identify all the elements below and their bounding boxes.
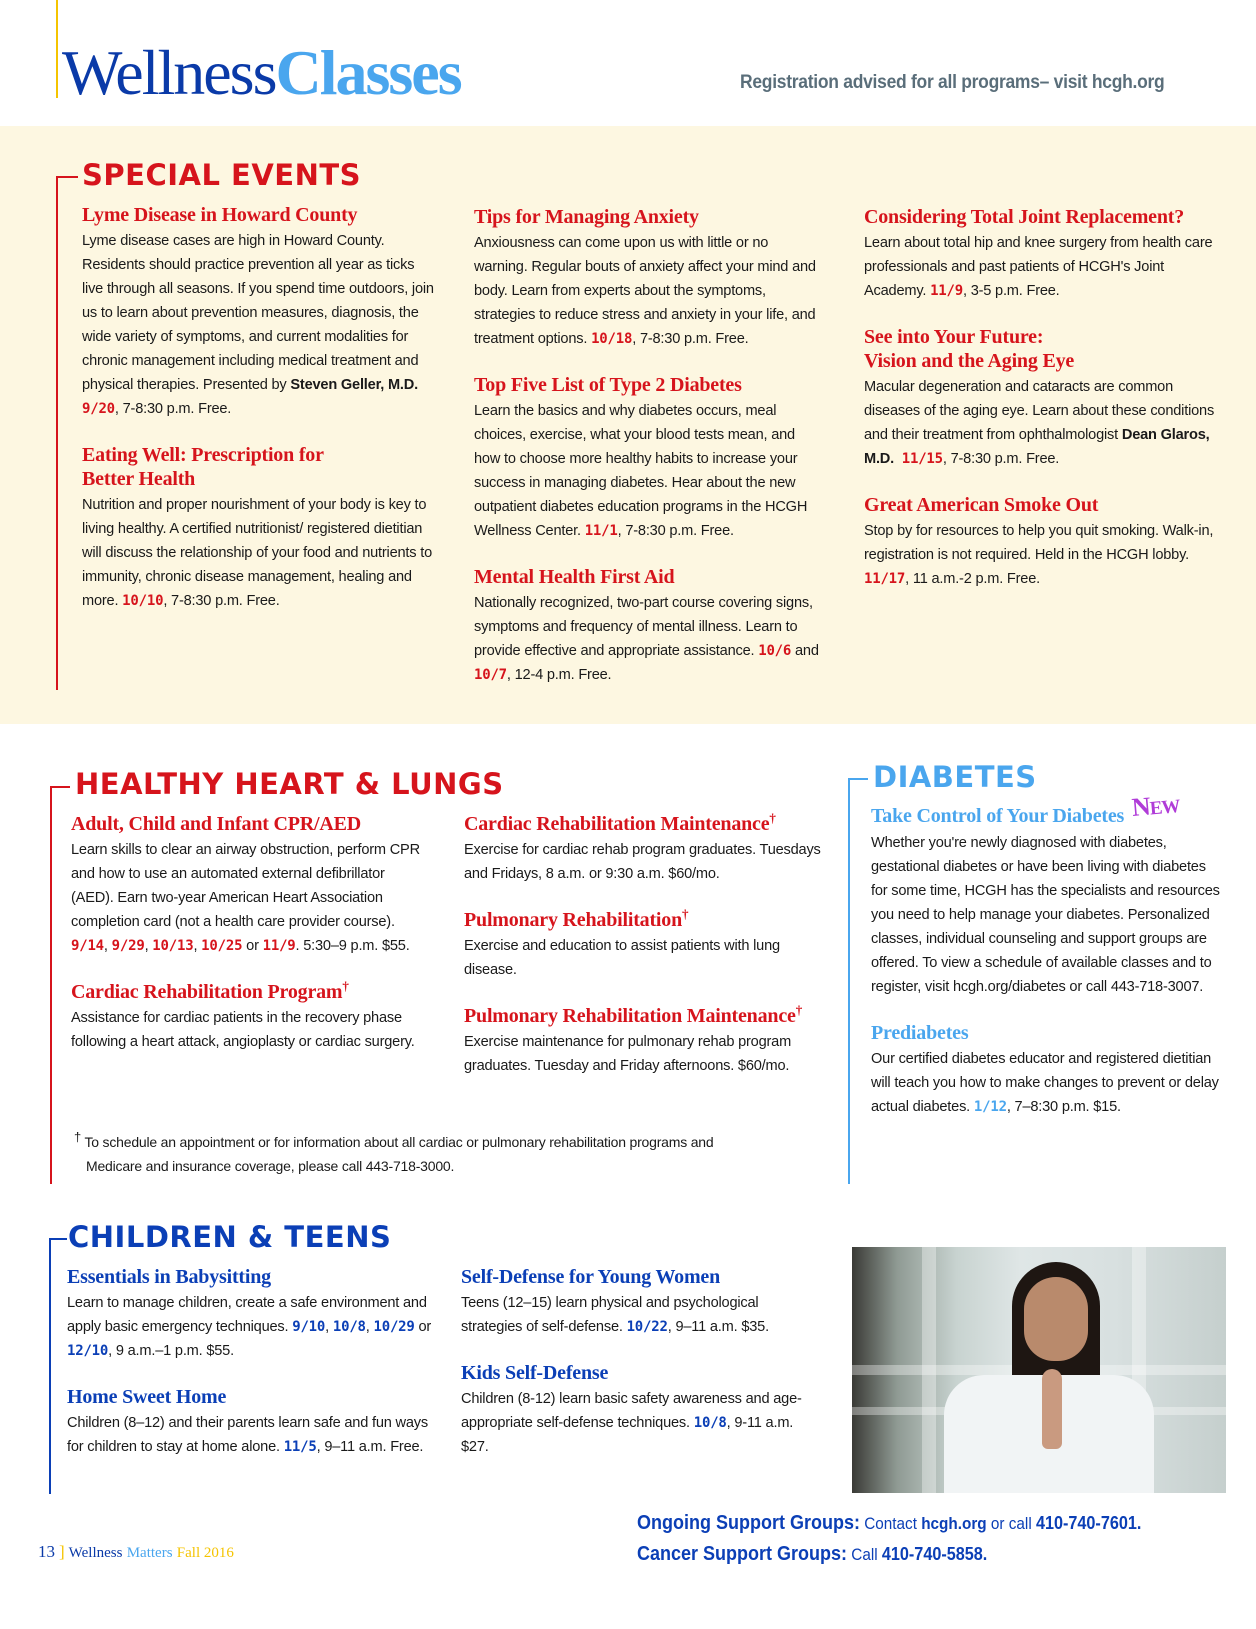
class-date: 9/14: [71, 938, 104, 954]
class-body: Assistance for cardiac patients in the recovery phase following a heart attack, angioplasty or cardiac surgery.: [71, 1010, 415, 1050]
class-title[interactable]: Essentials in Babysitting: [67, 1266, 271, 1288]
class-date: 11/5: [283, 1439, 317, 1455]
event-joint-replacement: [864, 205, 1226, 303]
class-date: 10/13: [152, 938, 194, 954]
class-body: Our certified diabetes educator and registered dietitian will teach you how to make changes to prevent or delay actual diabetes. 1/12, 7–8:30 p.m. $15.: [871, 1051, 1219, 1115]
event-title[interactable]: Tips for Managing Anxiety: [474, 206, 699, 228]
heart-lungs-heading: HEALTHY HEART & LUNGS: [75, 767, 504, 801]
class-body: Learn skills to clear an airway obstruction, perform CPR and how to use an automated external defibrillator (AED). Earn two-year American Heart Association completion card (not a health care provider course). 9/14, 9/29, 10/13, 10/25 or 11/9. 5:30–9 p.m. $55.: [71, 842, 420, 954]
event-body: Learn the basics and why diabetes occurs, meal choices, exercise, what your blood tests mean, and how to choose more healthy habits to increase your success in managing diabetes. Hear about the new outpatient diabetes education programs in the HCGH Wellness Center. 11/1, 7-8:30 p.m. Free.: [474, 403, 808, 539]
children-teens-heading: CHILDREN & TEENS: [68, 1220, 392, 1254]
class-body: Learn to manage children, create a safe environment and apply basic emergency techniques. 9/10, 10/8, 10/29 or 12/10, 9 a.m.–1 p.m. $55.: [67, 1295, 432, 1359]
ongoing-phone[interactable]: 410-740-7601.: [1035, 1513, 1142, 1533]
class-cardiac-rehab-maintenance: [464, 812, 824, 886]
class-title[interactable]: Prediabetes: [871, 1022, 969, 1044]
class-title[interactable]: Home Sweet Home: [67, 1386, 227, 1408]
event-title[interactable]: See into Your Future: Vision and the Aging Eye: [864, 326, 1075, 372]
class-date: 9/10: [292, 1319, 326, 1335]
event-title[interactable]: Top Five List of Type 2 Diabetes: [474, 374, 742, 396]
class-date: 12/10: [67, 1343, 109, 1359]
hcgh-link[interactable]: hcgh.org: [921, 1514, 987, 1533]
class-date: 10/22: [626, 1319, 668, 1335]
event-mental-health-first-aid: [474, 565, 822, 687]
heart-lungs-col-2: [464, 812, 824, 1100]
cancer-phone[interactable]: 410-740-5858.: [881, 1544, 988, 1564]
class-date: 9/29: [111, 938, 145, 954]
children-teens-col-1: [67, 1265, 432, 1481]
new-badge: NEW: [1130, 791, 1181, 823]
class-pulmonary-rehab: [464, 908, 824, 982]
dagger-mark: †: [795, 1002, 802, 1018]
event-smoke-out: [864, 493, 1226, 591]
event-body: Anxiousness can come upon us with little or no warning. Regular bouts of anxiety affect your mind and body. Learn from experts about the symptoms, strategies to reduce stress and anxiety in your life, and treatment options. 10/18, 7-8:30 p.m. Free.: [474, 235, 816, 347]
event-body: Stop by for resources to help you quit smoking. Walk-in, registration is not required. Held in the HCGH lobby. 11/17, 11 a.m.-2 p.m. Free.: [864, 523, 1214, 587]
header-accent-rule: [56, 0, 58, 98]
event-type-2-diabetes: [474, 373, 822, 543]
class-title[interactable]: Adult, Child and Infant CPR/AED: [71, 813, 361, 835]
children-teens-col-2: [461, 1265, 806, 1481]
karate-girl-photo: [852, 1247, 1226, 1493]
event-date: 10/7: [474, 667, 507, 683]
event-title[interactable]: Great American Smoke Out: [864, 494, 1099, 516]
event-body: Lyme disease cases are high in Howard County. Residents should practice prevention all year as ticks live through all seasons. If you spend time outdoors, join us to learn about prevention measures, diagnosis, the wide variety of symptoms, and current modalities for chronic management including medical treatment and physical therapies. Presented by Steven Geller, M.D. 9/20, 7-8:30 p.m. Free.: [82, 233, 434, 417]
event-date: 9/20: [82, 401, 115, 417]
class-date: 10/29: [373, 1319, 415, 1335]
event-date: 10/10: [122, 593, 164, 609]
class-body: Exercise maintenance for pulmonary rehab program graduates. Tuesday and Friday afternoons. $60/mo.: [464, 1034, 792, 1074]
event-title[interactable]: Considering Total Joint Replacement?: [864, 206, 1185, 228]
page-number: 13: [38, 1542, 55, 1561]
class-title[interactable]: Pulmonary Rehabilitation Maintenance†: [464, 1002, 802, 1027]
dagger-mark: †: [682, 906, 689, 922]
class-date: 10/25: [201, 938, 243, 954]
class-cardiac-rehab-program: [71, 980, 431, 1054]
special-events-heading: SPECIAL EVENTS: [82, 158, 362, 192]
special-events-col-2: [474, 205, 822, 709]
class-home-sweet-home: [67, 1385, 432, 1459]
event-lyme-disease: [82, 203, 434, 421]
event-aging-eye: [864, 325, 1226, 471]
title-classes: Classes: [275, 37, 461, 108]
class-body: Teens (12–15) learn physical and psychological strategies of self-defense. 10/22, 9–11 a.m. $35.: [461, 1295, 769, 1335]
presenter-name: Dean Glaros, M.D.: [864, 427, 1210, 467]
class-self-defense-young-women: [461, 1265, 806, 1339]
event-body: Macular degeneration and cataracts are common diseases of the aging eye. Learn about these conditions and their treatment from ophthalmologist Dean Glaros, M.D. 11/15, 7-8:30 p.m. Free.: [864, 379, 1215, 467]
class-title[interactable]: Pulmonary Rehabilitation†: [464, 906, 689, 931]
event-title[interactable]: Lyme Disease in Howard County: [82, 204, 358, 226]
class-title[interactable]: Take Control of Your Diabetes NEW: [871, 791, 1181, 827]
class-title[interactable]: Cardiac Rehabilitation Maintenance†: [464, 810, 776, 835]
event-body: Nutrition and proper nourishment of your body is key to living healthy. A certified nutritionist/ registered dietitian will discuss the relationship of your food and nutrients to immunity, chronic disease management, healing and more. 10/10, 7-8:30 p.m. Free.: [82, 497, 433, 609]
event-date: 11/17: [864, 571, 906, 587]
title-wellness: Wellness: [62, 37, 276, 108]
class-title[interactable]: Cardiac Rehabilitation Program†: [71, 978, 349, 1003]
class-body: Whether you're newly diagnosed with diabetes, gestational diabetes or have been living with diabetes for some time, HCGH has the specialists and resources you need to help manage your diabetes. Personalized classes, individual counseling and support groups are offered. To view a schedule of available classes and to register, visit hcgh.org/diabetes or call 443-718-3007.: [871, 835, 1220, 995]
class-take-control-diabetes: [871, 791, 1221, 999]
event-title[interactable]: Eating Well: Prescription for Better Health: [82, 444, 324, 490]
class-babysitting: [67, 1265, 432, 1363]
diabetes-col: [871, 791, 1221, 1141]
class-body: Exercise and education to assist patients with lung disease.: [464, 938, 780, 978]
heart-lungs-col-1: [71, 812, 431, 1076]
event-body: Learn about total hip and knee surgery from health care professionals and past patients of HCGH's Joint Academy. 11/9, 3-5 p.m. Free.: [864, 235, 1213, 299]
event-title[interactable]: Mental Health First Aid: [474, 566, 675, 588]
class-body: Children (8–12) and their parents learn safe and fun ways for children to stay at home alone. 11/5, 9–11 a.m. Free.: [67, 1415, 428, 1455]
issue-label: Fall 2016: [176, 1545, 234, 1561]
cancer-support-groups: Cancer Support Groups: Call 410-740-5858.: [637, 1543, 988, 1565]
class-prediabetes: [871, 1021, 1221, 1119]
dagger-mark: †: [769, 810, 776, 826]
special-events-col-3: [864, 205, 1226, 613]
event-date: 11/1: [584, 523, 618, 539]
special-events-col-1: [82, 203, 434, 635]
class-title[interactable]: Self-Defense for Young Women: [461, 1266, 721, 1288]
event-date: 11/9: [930, 283, 963, 299]
presenter-name: Steven Geller, M.D.: [290, 377, 418, 393]
class-title[interactable]: Kids Self-Defense: [461, 1362, 609, 1384]
rehab-footnote: † To schedule an appointment or for information about all cardiac or pulmonary rehabilitation programs and Medicare and insurance coverage, please call 443-718-3000.: [74, 1129, 714, 1174]
event-managing-anxiety: [474, 205, 822, 351]
event-date: 10/6: [758, 643, 792, 659]
page-footer-brand: 13 ] Wellness Matters Fall 2016: [38, 1542, 234, 1561]
class-cpr-aed: [71, 812, 431, 958]
class-body: Exercise for cardiac rehab program graduates. Tuesdays and Fridays, 8 a.m. or 9:30 a.m. $60/mo.: [464, 842, 821, 882]
class-date: 10/8: [693, 1415, 727, 1431]
event-date: 10/18: [591, 331, 633, 347]
class-pulmonary-rehab-maintenance: [464, 1004, 824, 1078]
event-body: Nationally recognized, two-part course covering signs, symptoms and frequency of mental illness. Learn to provide effective and appropriate assistance. 10/6 and 10/7, 12-4 p.m. Free.: [474, 595, 819, 683]
class-kids-self-defense: [461, 1361, 806, 1459]
class-date: 10/8: [332, 1319, 366, 1335]
diabetes-heading: DIABETES: [873, 760, 1037, 794]
page-title: [62, 38, 461, 108]
event-date: 11/15: [901, 451, 943, 467]
dagger-mark: †: [342, 978, 349, 994]
class-body: Children (8-12) learn basic safety awareness and age-appropriate self-defense techniques. 10/8, 9-11 a.m. $27.: [461, 1391, 802, 1455]
registration-note: Registration advised for all programs– visit hcgh.org: [740, 72, 1165, 93]
event-eating-well: [82, 443, 434, 613]
class-date: 1/12: [973, 1099, 1007, 1115]
class-date: 11/9: [262, 938, 296, 954]
ongoing-support-groups: Ongoing Support Groups: Contact hcgh.org or call 410-740-7601.: [637, 1512, 1142, 1534]
